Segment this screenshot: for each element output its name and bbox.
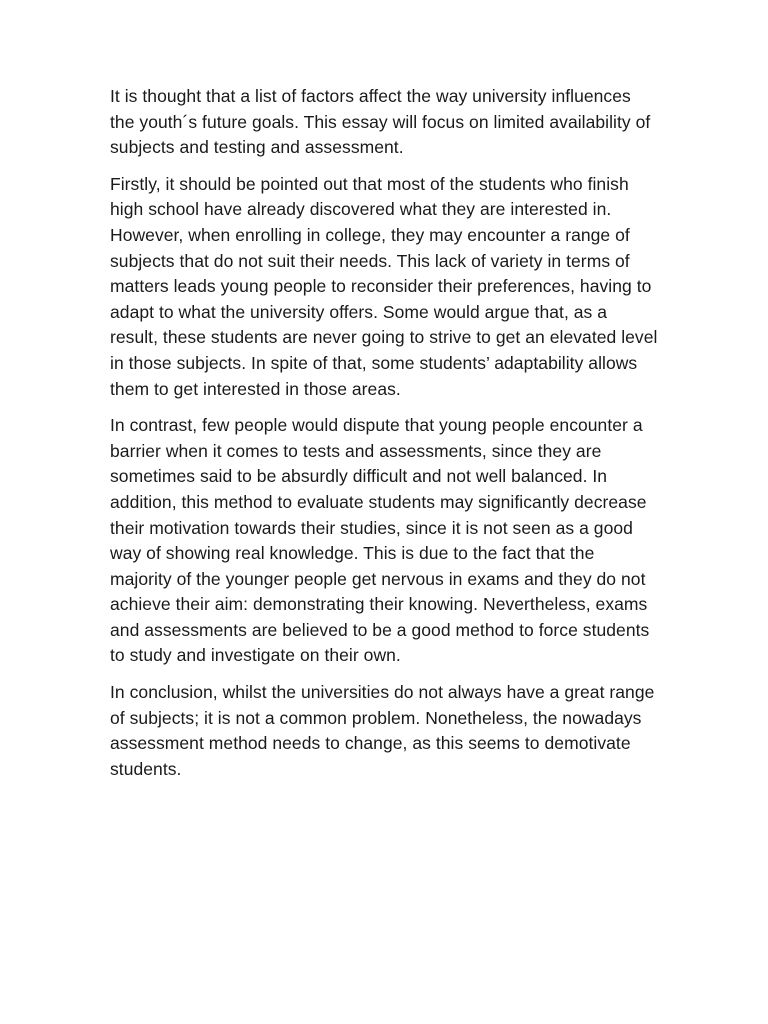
paragraph-assessment: In contrast, few people would dispute that young people encounter a barrier when it comes to tests and assessments, since they are sometimes said to be absurdly difficult and not well balanced. In addition, this method to evaluate students may significantly decrease their motivation towards their studies, since it is not seen as a good way of showing real knowledge. This is due to the fact that the majority of the younger people get nervous in exams and they do not achieve their aim: demonstrating their knowing. Nevertheless, exams and assessments are believed to be a good method to force students to study and investigate on their own. (110, 415, 650, 666)
essay-body (110, 84, 658, 782)
paragraph-conclusion: In conclusion, whilst the universities do not always have a great range of subjects; it is not a common problem. Nonetheless, the nowadays assessment method needs to change, as this seems to demotivate students. (110, 682, 655, 779)
paragraph-subjects: Firstly, it should be pointed out that most of the students who finish high school have already discovered what they are interested in. However, when enrolling in college, they may encounter a range of subjects that do not suit their needs. This lack of variety in terms of matters leads young people to reconsider their preferences, having to adapt to what the university offers. Some would argue that, as a result, these students are never going to strive to get an elevated level in those subjects. In spite of that, some students’ adaptability allows them to get interested in those areas. (110, 173, 658, 399)
paragraph-introduction: It is thought that a list of factors affect the way university influences the youth´s future goals. This essay will focus on limited availability of subjects and testing and assessment. (110, 86, 651, 158)
